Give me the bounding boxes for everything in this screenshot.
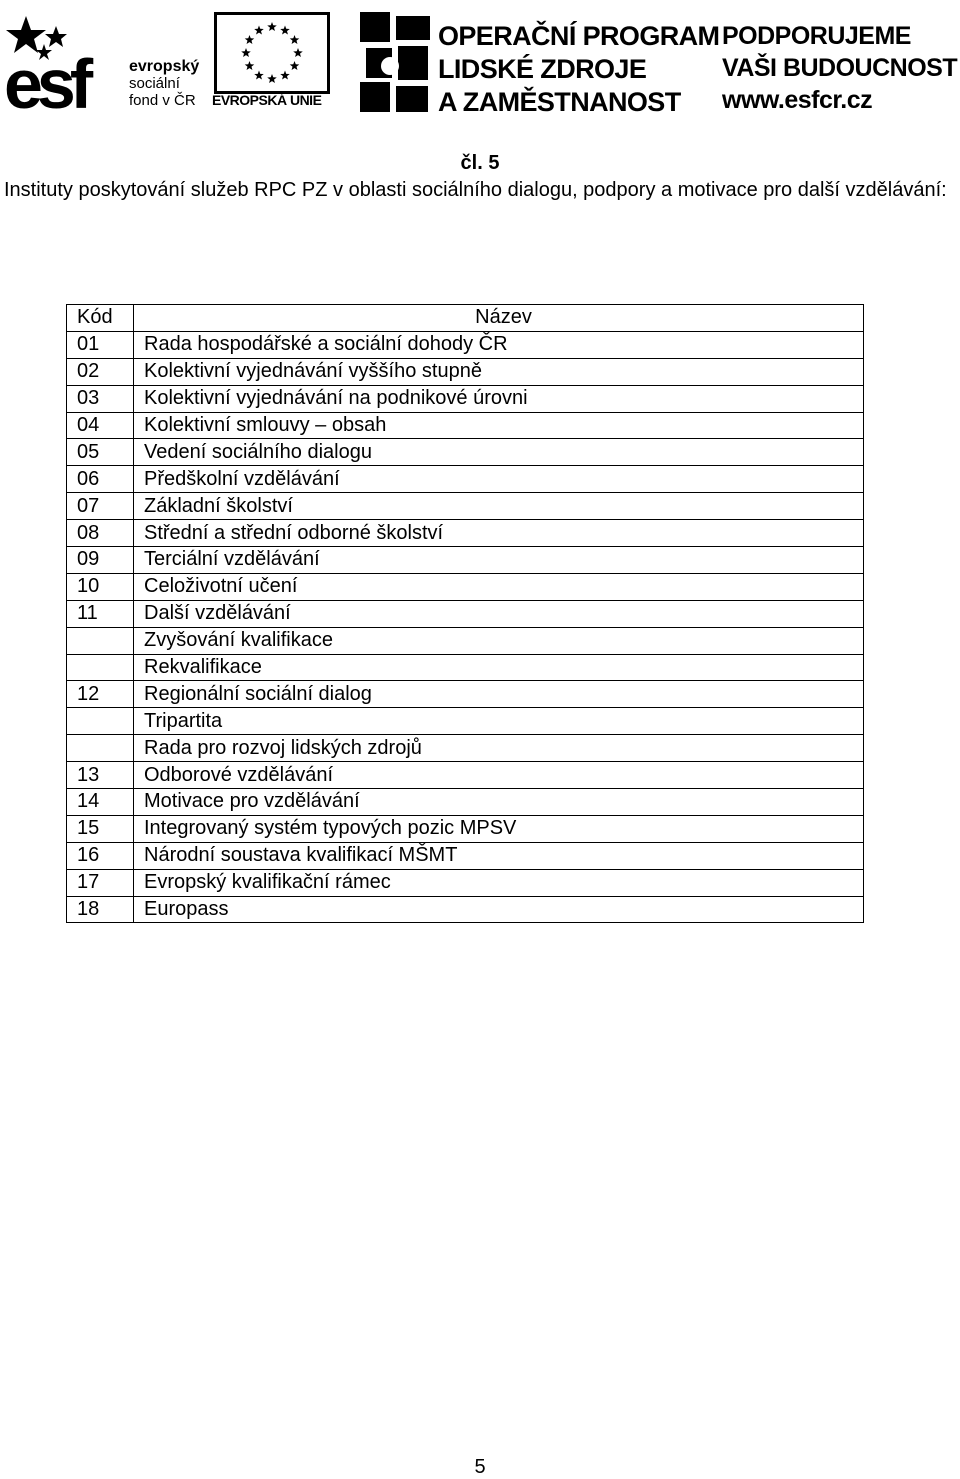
table-row <box>67 708 864 735</box>
row-name: Kolektivní vyjednávání na podnikové úrovni <box>134 385 864 412</box>
table-row <box>67 762 864 789</box>
table-row <box>67 600 864 627</box>
row-name: Kolektivní vyjednávání vyššího stupně <box>134 358 864 385</box>
row-code: 10 <box>67 573 134 600</box>
esf-line1: evropský <box>129 58 200 75</box>
table-row <box>67 520 864 547</box>
esf-line2: sociální <box>129 75 180 92</box>
eu-star-icon <box>293 48 303 57</box>
table-row <box>67 412 864 439</box>
table-row <box>67 493 864 520</box>
row-code: 15 <box>67 815 134 842</box>
support-url: www.esfcr.cz <box>722 86 873 114</box>
table-row <box>67 466 864 493</box>
row-code: 14 <box>67 789 134 816</box>
support-line2: VAŠI BUDOUCNOST <box>722 54 958 82</box>
table-row <box>67 681 864 708</box>
table-row <box>67 735 864 762</box>
row-name: Europass <box>134 896 864 923</box>
table-row <box>67 654 864 681</box>
codes-table <box>66 304 864 923</box>
header-name: Název <box>134 305 864 332</box>
support-line1: PODPORUJEME <box>722 22 911 50</box>
eu-star-icon <box>245 35 255 44</box>
row-code: 12 <box>67 681 134 708</box>
table-row <box>67 627 864 654</box>
row-code <box>67 708 134 735</box>
eu-star-icon <box>254 71 264 80</box>
esf-mark-icon <box>4 8 124 112</box>
row-name: Motivace pro vzdělávání <box>134 789 864 816</box>
op-line1: OPERAČNÍ PROGRAM <box>438 21 720 51</box>
esf-line3: fond v ČR <box>129 92 196 109</box>
row-code: 11 <box>67 600 134 627</box>
row-code: 02 <box>67 358 134 385</box>
row-name: Zvyšování kvalifikace <box>134 627 864 654</box>
row-code <box>67 735 134 762</box>
row-code: 01 <box>67 331 134 358</box>
row-code: 07 <box>67 493 134 520</box>
eu-star-icon <box>290 35 300 44</box>
table-row <box>67 573 864 600</box>
header-code: Kód <box>67 305 134 332</box>
eu-star-icon <box>241 48 251 57</box>
row-name: Rada hospodářské a sociální dohody ČR <box>134 331 864 358</box>
row-code: 05 <box>67 439 134 466</box>
eu-star-icon <box>254 25 264 34</box>
esf-logo-text <box>129 58 199 109</box>
row-name: Celoživotní učení <box>134 573 864 600</box>
table-row <box>67 896 864 923</box>
row-name: Regionální sociální dialog <box>134 681 864 708</box>
op-lz-text <box>438 20 719 119</box>
table-row <box>67 547 864 574</box>
row-name: Předškolní vzdělávání <box>134 466 864 493</box>
eu-flag-icon <box>214 12 330 94</box>
eu-star-icon <box>267 22 277 31</box>
article-number: čl. 5 <box>460 152 500 174</box>
article-intro: Instituty poskytování služeb RPC PZ v oblasti sociálního dialogu, podpory a motivace pro další vzdělávání: <box>4 179 947 201</box>
svg-text:esf: esf <box>4 45 88 112</box>
eu-star-icon <box>245 61 255 70</box>
esf-logo <box>4 8 209 112</box>
row-code: 18 <box>67 896 134 923</box>
row-name: Terciální vzdělávání <box>134 547 864 574</box>
row-name: Rekvalifikace <box>134 654 864 681</box>
row-code: 04 <box>67 412 134 439</box>
table-row <box>67 815 864 842</box>
eu-star-icon <box>267 74 277 83</box>
row-name: Integrovaný systém typových pozic MPSV <box>134 815 864 842</box>
support-slogan <box>722 20 957 116</box>
eu-star-icon <box>280 71 290 80</box>
op-line3: A ZAMĚSTNANOST <box>438 87 681 117</box>
table-row <box>67 789 864 816</box>
op-lz-logo <box>356 6 720 117</box>
row-name: Národní soustava kvalifikací MŠMT <box>134 842 864 869</box>
eu-star-icon <box>290 61 300 70</box>
table-row <box>67 331 864 358</box>
row-code: 06 <box>67 466 134 493</box>
table-header-row <box>67 305 864 332</box>
table-row <box>67 358 864 385</box>
eu-logo <box>212 10 332 112</box>
row-name: Tripartita <box>134 708 864 735</box>
page-number: 5 <box>474 1456 486 1478</box>
row-name: Další vzdělávání <box>134 600 864 627</box>
table-row <box>67 869 864 896</box>
row-code: 09 <box>67 547 134 574</box>
op-line2: LIDSKÉ ZDROJE <box>438 54 647 84</box>
row-code: 17 <box>67 869 134 896</box>
row-name: Vedení sociálního dialogu <box>134 439 864 466</box>
op-figure-icon <box>356 10 434 114</box>
row-name: Střední a střední odborné školství <box>134 520 864 547</box>
row-name: Základní školství <box>134 493 864 520</box>
eu-label: EVROPSKÁ UNIE <box>212 92 322 108</box>
row-code: 13 <box>67 762 134 789</box>
row-code: 03 <box>67 385 134 412</box>
row-code: 08 <box>67 520 134 547</box>
row-code <box>67 627 134 654</box>
table-row <box>67 439 864 466</box>
table-row <box>67 842 864 869</box>
eu-star-icon <box>280 25 290 34</box>
row-name: Evropský kvalifikační rámec <box>134 869 864 896</box>
table-row <box>67 385 864 412</box>
row-name: Kolektivní smlouvy – obsah <box>134 412 864 439</box>
row-name: Rada pro rozvoj lidských zdrojů <box>134 735 864 762</box>
row-name: Odborové vzdělávání <box>134 762 864 789</box>
header-logos <box>0 0 960 120</box>
row-code <box>67 654 134 681</box>
row-code: 16 <box>67 842 134 869</box>
